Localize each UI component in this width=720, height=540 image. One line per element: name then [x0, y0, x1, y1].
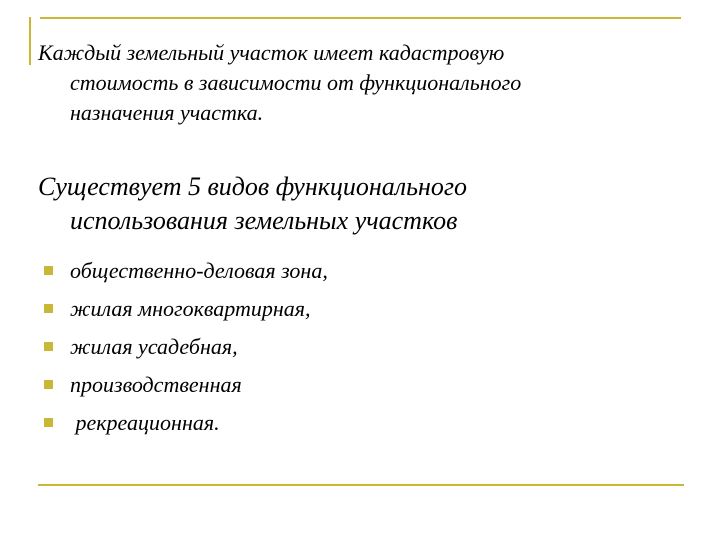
list-item-label: общественно-деловая зона,	[70, 258, 328, 283]
bottom-divider	[38, 484, 684, 486]
list-item-label: производственная	[70, 372, 242, 397]
left-divider	[29, 17, 31, 65]
intro-line-1: Каждый земельный участок имеет кадастровую	[38, 40, 505, 65]
types-heading-line-2: использования земельных участков	[70, 206, 458, 235]
types-heading-line-1: Существует 5 видов функционального	[38, 172, 467, 201]
square-bullet-icon	[44, 380, 53, 389]
top-divider	[40, 17, 681, 19]
square-bullet-icon	[44, 266, 53, 275]
list-item-label: жилая многоквартирная,	[70, 296, 311, 321]
list-item-label: жилая усадебная,	[70, 334, 238, 359]
square-bullet-icon	[44, 342, 53, 351]
list-item-label: рекреационная.	[70, 410, 220, 435]
types-heading	[38, 170, 467, 238]
square-bullet-icon	[44, 304, 53, 313]
square-bullet-icon	[44, 418, 53, 427]
intro-line-2: стоимость в зависимости от функционального	[70, 70, 522, 95]
intro-paragraph	[38, 38, 521, 128]
intro-line-3: назначения участка.	[70, 100, 264, 125]
